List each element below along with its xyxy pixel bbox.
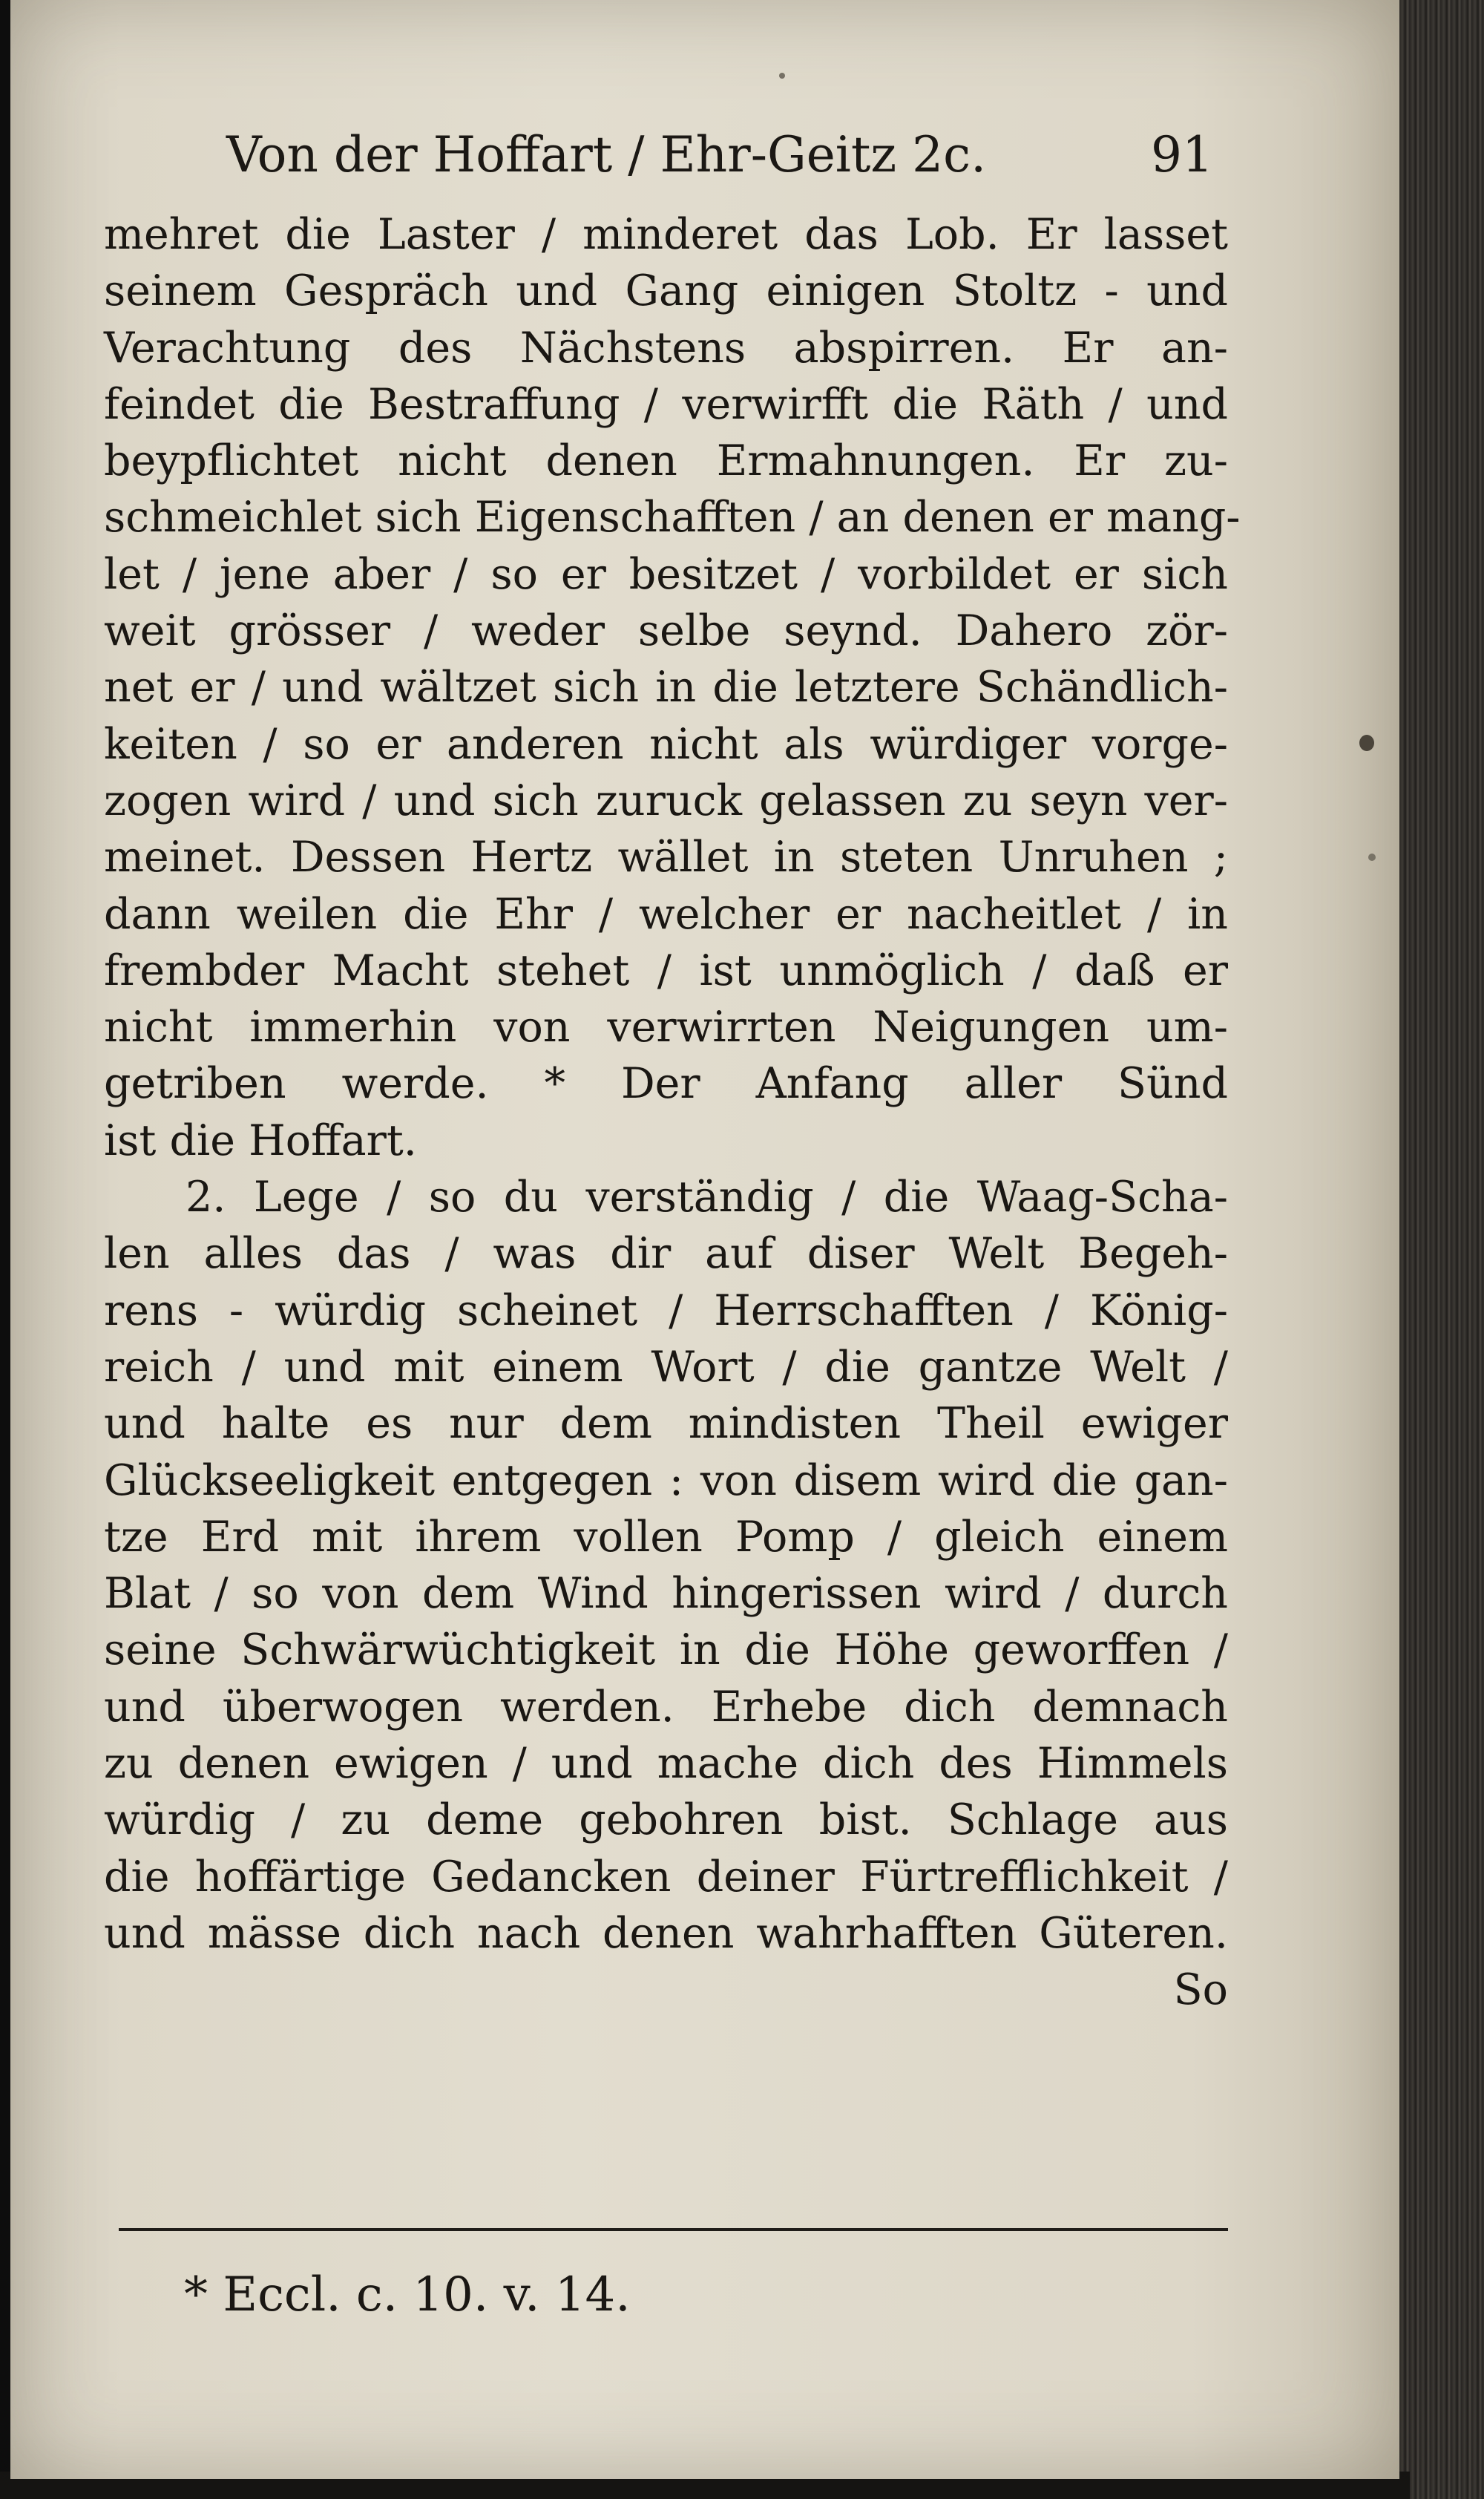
- text-line: und halte es nur dem mindisten Theil ewiger: [104, 1399, 1228, 1449]
- text-line: und mässe dich nach denen wahrhafften Güteren.: [104, 1908, 1228, 1958]
- text-line: rens - würdig scheinet / Herrschafften / König-: [104, 1285, 1228, 1335]
- text-line: mehret die Laster / minderet das Lob. Er lasset: [104, 210, 1228, 259]
- catchword: So: [1173, 1965, 1228, 2015]
- text-line: keiten / so er anderen nicht als würdiger vorge-: [104, 719, 1228, 769]
- text-line: Blat / so von dem Wind hingerissen wird / durch: [104, 1569, 1228, 1619]
- text-line: und überwogen werden. Erhebe dich demnach: [104, 1682, 1228, 1732]
- text-line: weit grösser / weder selbe seynd. Dahero zör-: [104, 606, 1228, 656]
- text-line: Glückseeligkeit entgegen : von disem wird die gan-: [104, 1455, 1228, 1505]
- running-title: Von der Hoffart / Ehr-Geitz 2c.: [226, 126, 987, 183]
- text-line: ist die Hoffart.: [104, 1116, 417, 1165]
- page-block-edge: [1399, 0, 1484, 2499]
- body-text: [104, 206, 1241, 2019]
- text-line: seine Schwärwüchtigkeit in die Höhe geworffen /: [104, 1625, 1228, 1675]
- footnote: * Eccl. c. 10. v. 14.: [184, 2267, 631, 2322]
- text-line: net er / und wältzet sich in die letztere Schändlich-: [104, 663, 1228, 713]
- text-line: frembder Macht stehet / ist unmöglich / daß er: [104, 946, 1228, 995]
- page-number: 91: [1151, 126, 1213, 183]
- text-line: feindet die Bestraffung / verwirfft die Räth / und: [104, 379, 1228, 429]
- text-line: zu denen ewigen / und mache dich des Himmels: [104, 1739, 1228, 1789]
- text-line: meinet. Dessen Hertz wället in steten Unruhen ;: [104, 833, 1228, 882]
- text-line: getriben werde. * Der Anfang aller Sünd: [104, 1059, 1228, 1109]
- text-line: dann weilen die Ehr / welcher er nacheitlet / in: [104, 889, 1228, 939]
- paper-speck: [1359, 735, 1374, 751]
- text-line: schmeichlet sich Eigenschafften / an denen er mang-: [104, 493, 1241, 543]
- text-line: tze Erd mit ihrem vollen Pomp / gleich einem: [104, 1512, 1228, 1562]
- paper-speck: [779, 73, 785, 79]
- page-header: [226, 126, 1213, 193]
- text-line: nicht immerhin von verwirrten Neigungen um-: [104, 1003, 1228, 1052]
- text-line: die hoffärtige Gedancken deiner Fürtrefflichkeit /: [104, 1852, 1228, 1902]
- text-line: let / jene aber / so er besitzet / vorbildet er sich: [104, 549, 1228, 599]
- text-line: len alles das / was dir auf diser Welt Begeh-: [104, 1229, 1228, 1279]
- text-line: Verachtung des Nächstens abspirren. Er an-: [104, 323, 1228, 373]
- paper-speck: [1368, 854, 1376, 861]
- footnote-rule: [119, 2228, 1228, 2231]
- text-line: beypflichtet nicht denen Ermahnungen. Er zu-: [104, 436, 1228, 486]
- text-line: seinem Gespräch und Gang einigen Stoltz - und: [104, 266, 1228, 316]
- text-line: reich / und mit einem Wort / die gantze Welt /: [104, 1342, 1228, 1392]
- text-line: würdig / zu deme gebohren bist. Schlage aus: [104, 1795, 1228, 1845]
- text-line: 2. Lege / so du verständig / die Waag-Scha-: [186, 1173, 1228, 1222]
- text-line: zogen wird / und sich zuruck gelassen zu seyn ver-: [104, 776, 1228, 825]
